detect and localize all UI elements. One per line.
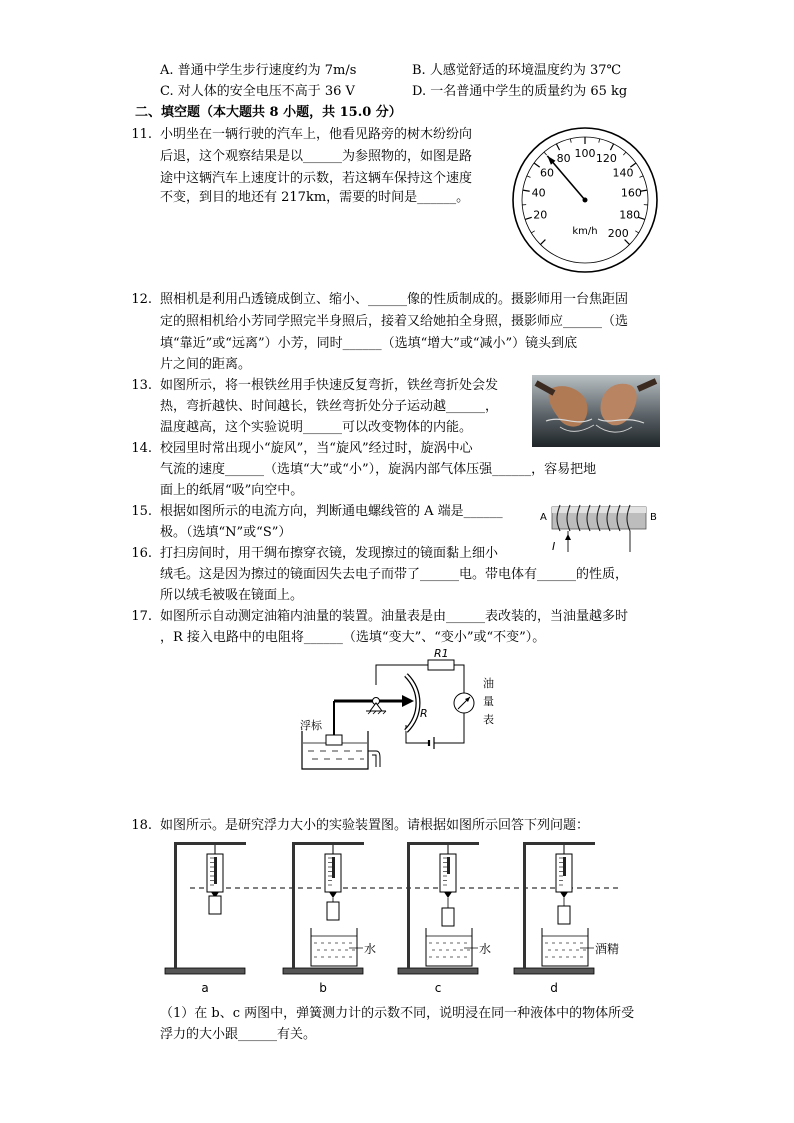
speedometer-tick-label: 100 — [574, 147, 596, 160]
speedometer-tick-label: 40 — [531, 186, 546, 200]
bending-wire-photo — [532, 375, 660, 447]
beaker — [311, 928, 357, 966]
question-text-line: 不变，到目的地还有 217km，需要的时间是______。 — [160, 190, 470, 205]
buoyancy-experiment-figure — [150, 840, 640, 1000]
question-text-line: 面上的纸屑“吸”向空中。 — [160, 483, 304, 498]
stand-pole — [292, 842, 295, 969]
experiment-stand-b — [283, 842, 376, 995]
variable-resistor-label: R — [420, 707, 428, 720]
metal-block — [558, 906, 570, 924]
outlet-pipe — [368, 751, 380, 767]
question-number: 13. — [131, 378, 152, 393]
sub-question-text-line: 浮力的大小跟______有关。 — [160, 1027, 317, 1042]
question-text-line: 填“靠近”或“远离”）小芳，同时______（选填“增大”或“减小”）镜头到底 — [160, 336, 578, 351]
spring-scale-pointer — [563, 857, 566, 876]
stand-arm — [407, 842, 479, 845]
question-text-line: 热，弯折越快、时间越长，铁丝弯折处分子运动越______， — [160, 399, 499, 414]
beaker — [542, 928, 588, 966]
speedometer-tick-label: 160 — [620, 186, 642, 200]
speedometer-unit: km/h — [572, 226, 598, 237]
metal-block — [442, 908, 454, 926]
question-text-line: 如图所示。是研究浮力大小的实验装置图。请根据如图所示回答下列问题： — [160, 818, 590, 833]
resistor-r1 — [428, 660, 454, 670]
question-text-line: 所以绒毛被吸在镜面上。 — [160, 588, 304, 603]
speedometer-pivot — [583, 198, 588, 203]
question-text-line: 气流的速度______（选填“大”或“小”），旋涡内部气体压强______，容易把地 — [160, 462, 597, 477]
spring-scale-pointer — [447, 857, 450, 874]
solenoid-end-a-label: A — [540, 512, 547, 523]
option-b: B. 人感觉舒适的环境温度约为 37℃ — [412, 63, 622, 78]
panel-label: d — [550, 981, 558, 995]
speedometer-tick-label: 60 — [539, 166, 554, 180]
question-text-line: 如图所示，将一根铁丝用手快速反复弯折，铁丝弯折处会发 — [160, 378, 499, 393]
stand-pole — [407, 842, 410, 969]
stand-arm — [174, 842, 246, 845]
panel-label: a — [201, 981, 209, 995]
experiment-stand-c — [398, 842, 491, 995]
gauge-label-char: 表 — [483, 713, 494, 726]
panel-label: b — [319, 981, 327, 995]
fuel-gauge-circuit — [296, 645, 506, 775]
question-number: 14. — [131, 441, 152, 456]
solenoid-end-b-label: B — [650, 512, 657, 523]
gauge-label-char: 油 — [483, 677, 494, 690]
stand-arm — [523, 842, 595, 845]
question-text-line: 打扫房间时，用干绸布擦穿衣镜，发现擦过的镜面黏上细小 — [160, 546, 499, 561]
question-text-line: 照相机是利用凸透镜成倒立、缩小、______像的性质制成的。摄影师用一台焦距固 — [160, 292, 629, 307]
question-number: 12. — [131, 292, 152, 307]
beaker — [426, 928, 472, 966]
float-label: 浮标 — [300, 719, 322, 732]
speedometer-figure — [508, 126, 663, 274]
experiment-stand-a — [165, 842, 246, 995]
panel-label: c — [434, 981, 442, 995]
sub-question-text-line: （1）在 b、c 两图中，弹簧测力计的示数不同，说明浸在同一种液体中的物体所受 — [160, 1006, 635, 1021]
spring-scale-pointer — [332, 857, 335, 878]
liquid-label: 水 — [479, 942, 492, 956]
speedometer-tick-label: 20 — [533, 208, 548, 222]
question-text-line: 小明坐在一辆行驶的汽车上，他看见路旁的树木纷纷向 — [160, 127, 473, 142]
option-d: D. 一名普通中学生的质量约为 65 kg — [412, 84, 628, 99]
question-text-line: 片之间的距离。 — [160, 357, 252, 372]
question-text-line: 绒毛。这是因为擦过的镜面因失去电子而带了______电。带电体有______的性质， — [160, 567, 629, 582]
oil-liquid — [303, 743, 367, 768]
current-arrow — [565, 534, 571, 540]
option-c: C. 对人体的安全电压不高于 36 V — [160, 84, 355, 99]
section-heading: 二、填空题（本大题共 8 小题，共 15.0 分） — [135, 105, 402, 120]
stand-arm — [292, 842, 364, 845]
float — [326, 735, 342, 745]
question-text-line: 校园里时常出现小“旋风”，当“旋风”经过时，旋涡中心 — [160, 441, 473, 456]
question-text-line: 定的照相机给小芳同学照完半身照后，接着又给她拍全身照，摄影师应______（选 — [160, 314, 629, 329]
liquid-label: 水 — [364, 942, 377, 956]
speedometer-tick-label: 80 — [556, 152, 571, 166]
question-number: 15. — [131, 504, 152, 519]
stand-pole — [174, 842, 177, 969]
current-label: I — [552, 540, 556, 553]
question-text-line: 根据如图所示的电流方向，判断通电螺线管的 A 端是______ — [160, 504, 503, 519]
option-a: A. 普通中学生步行速度约为 7m/s — [160, 63, 357, 78]
question-number: 16. — [131, 546, 152, 561]
question-number: 18. — [131, 818, 152, 833]
speedometer-tick-label: 120 — [595, 152, 617, 166]
question-number: 17. — [131, 609, 152, 624]
question-text-line: 途中这辆汽车上速度计的示数，若这辆车保持这个速度 — [160, 171, 473, 186]
question-text-line: ，R 接入电路中的电阻将______（选填“变大”、“变小”或“不变”）。 — [160, 630, 546, 645]
experiment-stand-d — [514, 842, 619, 995]
question-text-line: 极。（选填“N”或“S”） — [160, 525, 292, 540]
question-text-line: 如图所示自动测定油箱内油量的装置。油量表是由______表改装的，当油量越多时 — [160, 609, 629, 624]
metal-block — [209, 896, 221, 914]
solenoid-leads — [568, 531, 630, 552]
resistor-r1-label: R1 — [434, 647, 449, 660]
question-number: 11. — [131, 127, 152, 142]
solenoid-figure — [538, 500, 660, 560]
liquid-label: 酒精 — [595, 942, 620, 956]
spring-scale-pointer — [214, 857, 217, 884]
gauge-label-char: 量 — [483, 695, 494, 708]
speedometer-tick-label: 180 — [619, 208, 641, 222]
question-text-line: 后退，这个观察结果是以______为参照物的，如图是路 — [160, 149, 473, 164]
speedometer-tick-label: 200 — [607, 227, 629, 241]
speedometer-tick-label: 140 — [612, 166, 634, 180]
stand-pole — [523, 842, 526, 969]
metal-block — [327, 902, 339, 920]
question-text-line: 温度越高，这个实验说明______可以改变物体的内能。 — [160, 420, 473, 435]
